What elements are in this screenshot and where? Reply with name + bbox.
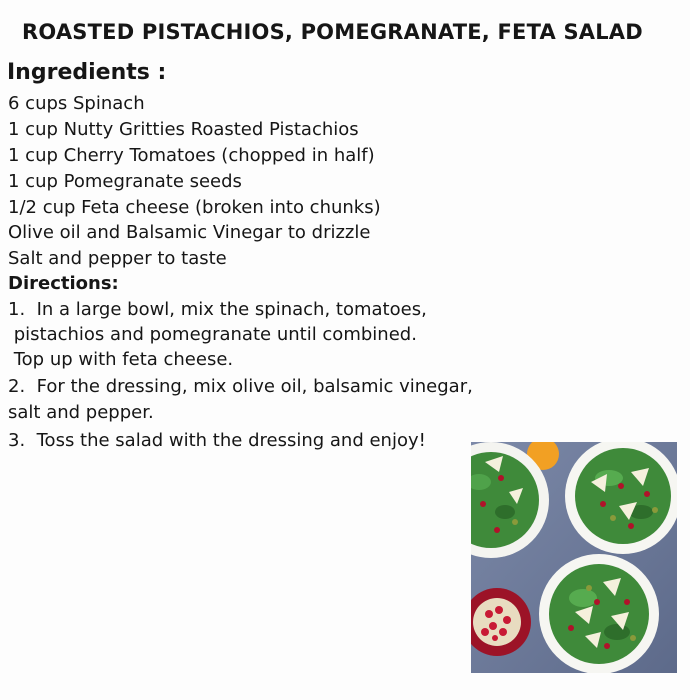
salad-bowl-bottom-right [539,554,659,673]
direction-line: salt and pepper. [8,402,154,423]
ingredient-item: 1 cup Nutty Gritties Roasted Pistachios [8,119,359,140]
ingredient-item: 1 cup Pomegranate seeds [8,171,242,192]
directions-heading: Directions: [8,273,119,294]
direction-line: 2. For the dressing, mix olive oil, balsamic vinegar, [8,376,473,397]
ingredient-item: Salt and pepper to taste [8,248,227,269]
direction-line: 1. In a large bowl, mix the spinach, tomatoes, [8,299,427,320]
ingredient-item: 1 cup Cherry Tomatoes (chopped in half) [8,145,375,166]
ingredient-item: Olive oil and Balsamic Vinegar to drizzle [8,222,371,243]
ingredient-item: 6 cups Spinach [8,93,145,114]
ingredients-heading: Ingredients : [7,60,167,85]
direction-line: 3. Toss the salad with the dressing and enjoy! [8,430,426,451]
direction-line: pistachios and pomegranate until combined. [8,324,417,345]
salad-photo [471,442,677,673]
ingredient-item: 1/2 cup Feta cheese (broken into chunks) [8,197,381,218]
direction-line: Top up with feta cheese. [8,349,234,370]
recipe-title: ROASTED PISTACHIOS, POMEGRANATE, FETA SALAD [22,20,643,44]
